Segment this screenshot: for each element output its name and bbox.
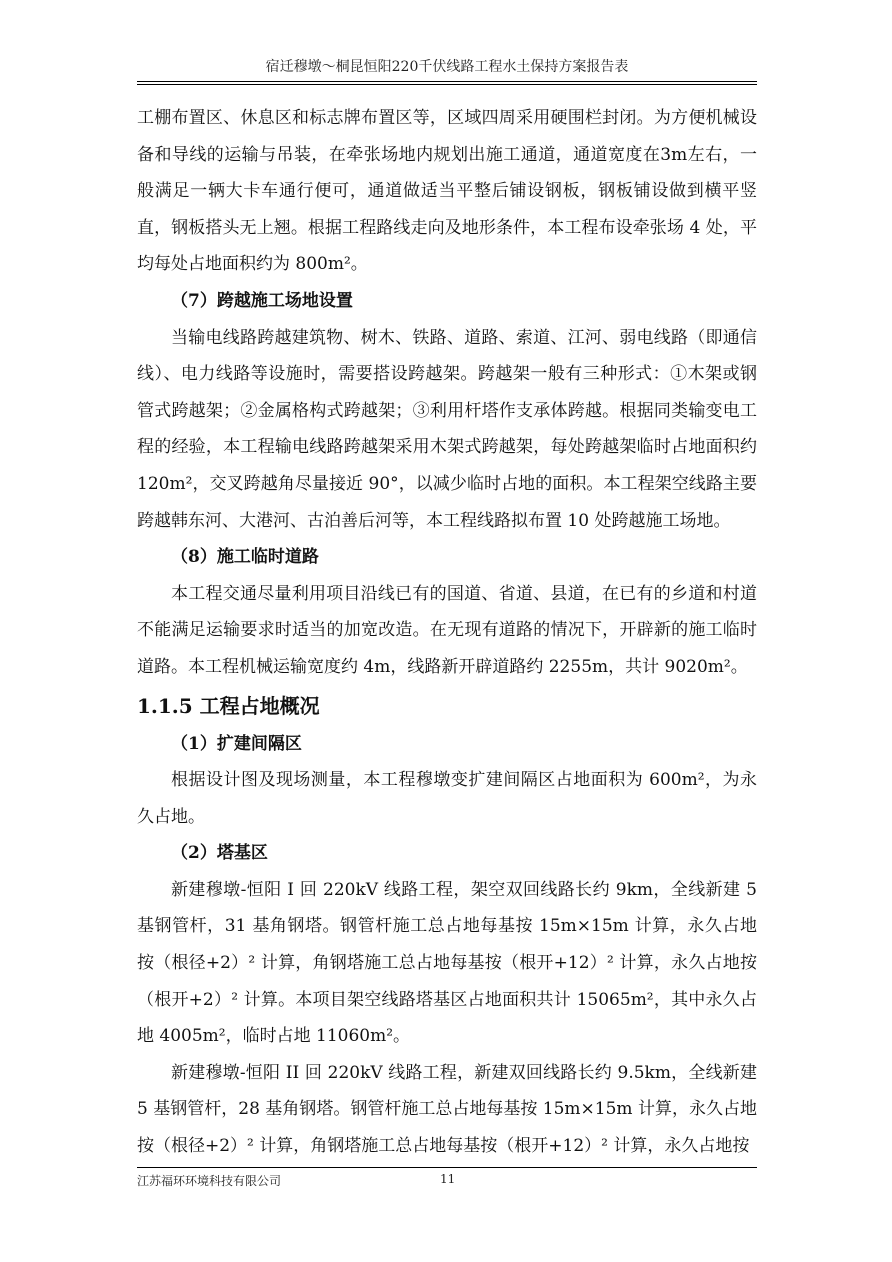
page-header-title: 宿迁穆墩～桐昆恒阳220千伏线路工程水土保持方案报告表 — [265, 59, 629, 75]
paragraph-temporary-road: 本工程交通尽量利用项目沿线已有的国道、省道、县道，在已有的乡道和村道不能满足运输要求时适当的加宽改造。在无现有道路的情况下，开辟新的施工临时道路。本工程机械运输宽度约 4m，线路新开辟道路约 2255m，共计 9020m²。 — [137, 583, 757, 677]
paragraph-crossing-site: 当输电线路跨越建筑物、树木、铁路、道路、索道、江河、弱电线路（即通信线）、电力线路等设施时，需要搭设跨越架。跨越架一般有三种形式：①木架或钢管式跨越架；②金属格构式跨越架；③利用杆塔作支承体跨越。根据同类输变电工程的经验，本工程输电线路跨越架采用木架式跨越架，每处跨越架临时占地面积约 120m²，交叉跨越角尽量接近 90°，以减少临时占地的面积。本工程架空线路主要跨越韩东河、大港河、古泊善后河等，本工程线路拟布置 10 处跨越施工场地。 — [137, 327, 757, 531]
paragraph-line-one: 新建穆墩-恒阳 I 回 220kV 线路工程，架空双回线路长约 9km，全线新建 5 基钢管杆，31 基角钢塔。钢管杆施工总占地每基按 15m×15m 计算，永久占地按（根径+2）² 计算，角钢塔施工总占地每基按（根开+12）² 计算，永久占地按（根开+2）² 计算。本项目架空线路塔基区占地面积共计 15065m²，其中永久占地 4005m²，临时占地 11060m²。 — [137, 879, 757, 1047]
paragraph-line-two: 新建穆墩-恒阳 II 回 220kV 线路工程，新建双回线路长约 9.5km，全线新建 5 基钢管杆，28 基角钢塔。钢管杆施工总占地每基按 15m×15m 计算，永久占地按（根径+2）² 计算，角钢塔施工总占地每基按（根开+12）² 计算，永久占地按 — [137, 1062, 757, 1157]
section-heading-land-use: 1.1.5 工程占地概况 — [137, 693, 320, 718]
header-rule-double — [137, 84, 757, 85]
header-rule — [137, 81, 757, 82]
document-body — [137, 100, 757, 1165]
heading-crossing-site: （7）跨越施工场地设置 — [171, 290, 353, 311]
heading-temporary-road: （8）施工临时道路 — [171, 547, 319, 568]
footer-rule — [137, 1167, 757, 1168]
page-number: 11 — [440, 1172, 456, 1186]
footer-company: 江苏福环环境科技有限公司 — [137, 1174, 282, 1188]
paragraph-bay-expansion: 根据设计图及现场测量，本工程穆墩变扩建间隔区占地面积为 600m²，为永久占地。 — [137, 770, 757, 827]
paragraph-tension-site: 工棚布置区、休息区和标志牌布置区等，区域四周采用硬围栏封闭。为方便机械设备和导线的运输与吊装，在牵张场地内规划出施工通道，通道宽度在3m左右，一般满足一辆大卡车通行便可，通道做适当平整后铺设钢板，钢板铺设做到横平竖直，钢板搭头无上翘。根据工程路线走向及地形条件，本工程布设牵张场 4 处，平均每处占地面积约为 800m²。 — [137, 108, 757, 275]
heading-bay-expansion: （1）扩建间隔区 — [171, 733, 302, 754]
heading-tower-base: （2）塔基区 — [171, 843, 268, 864]
